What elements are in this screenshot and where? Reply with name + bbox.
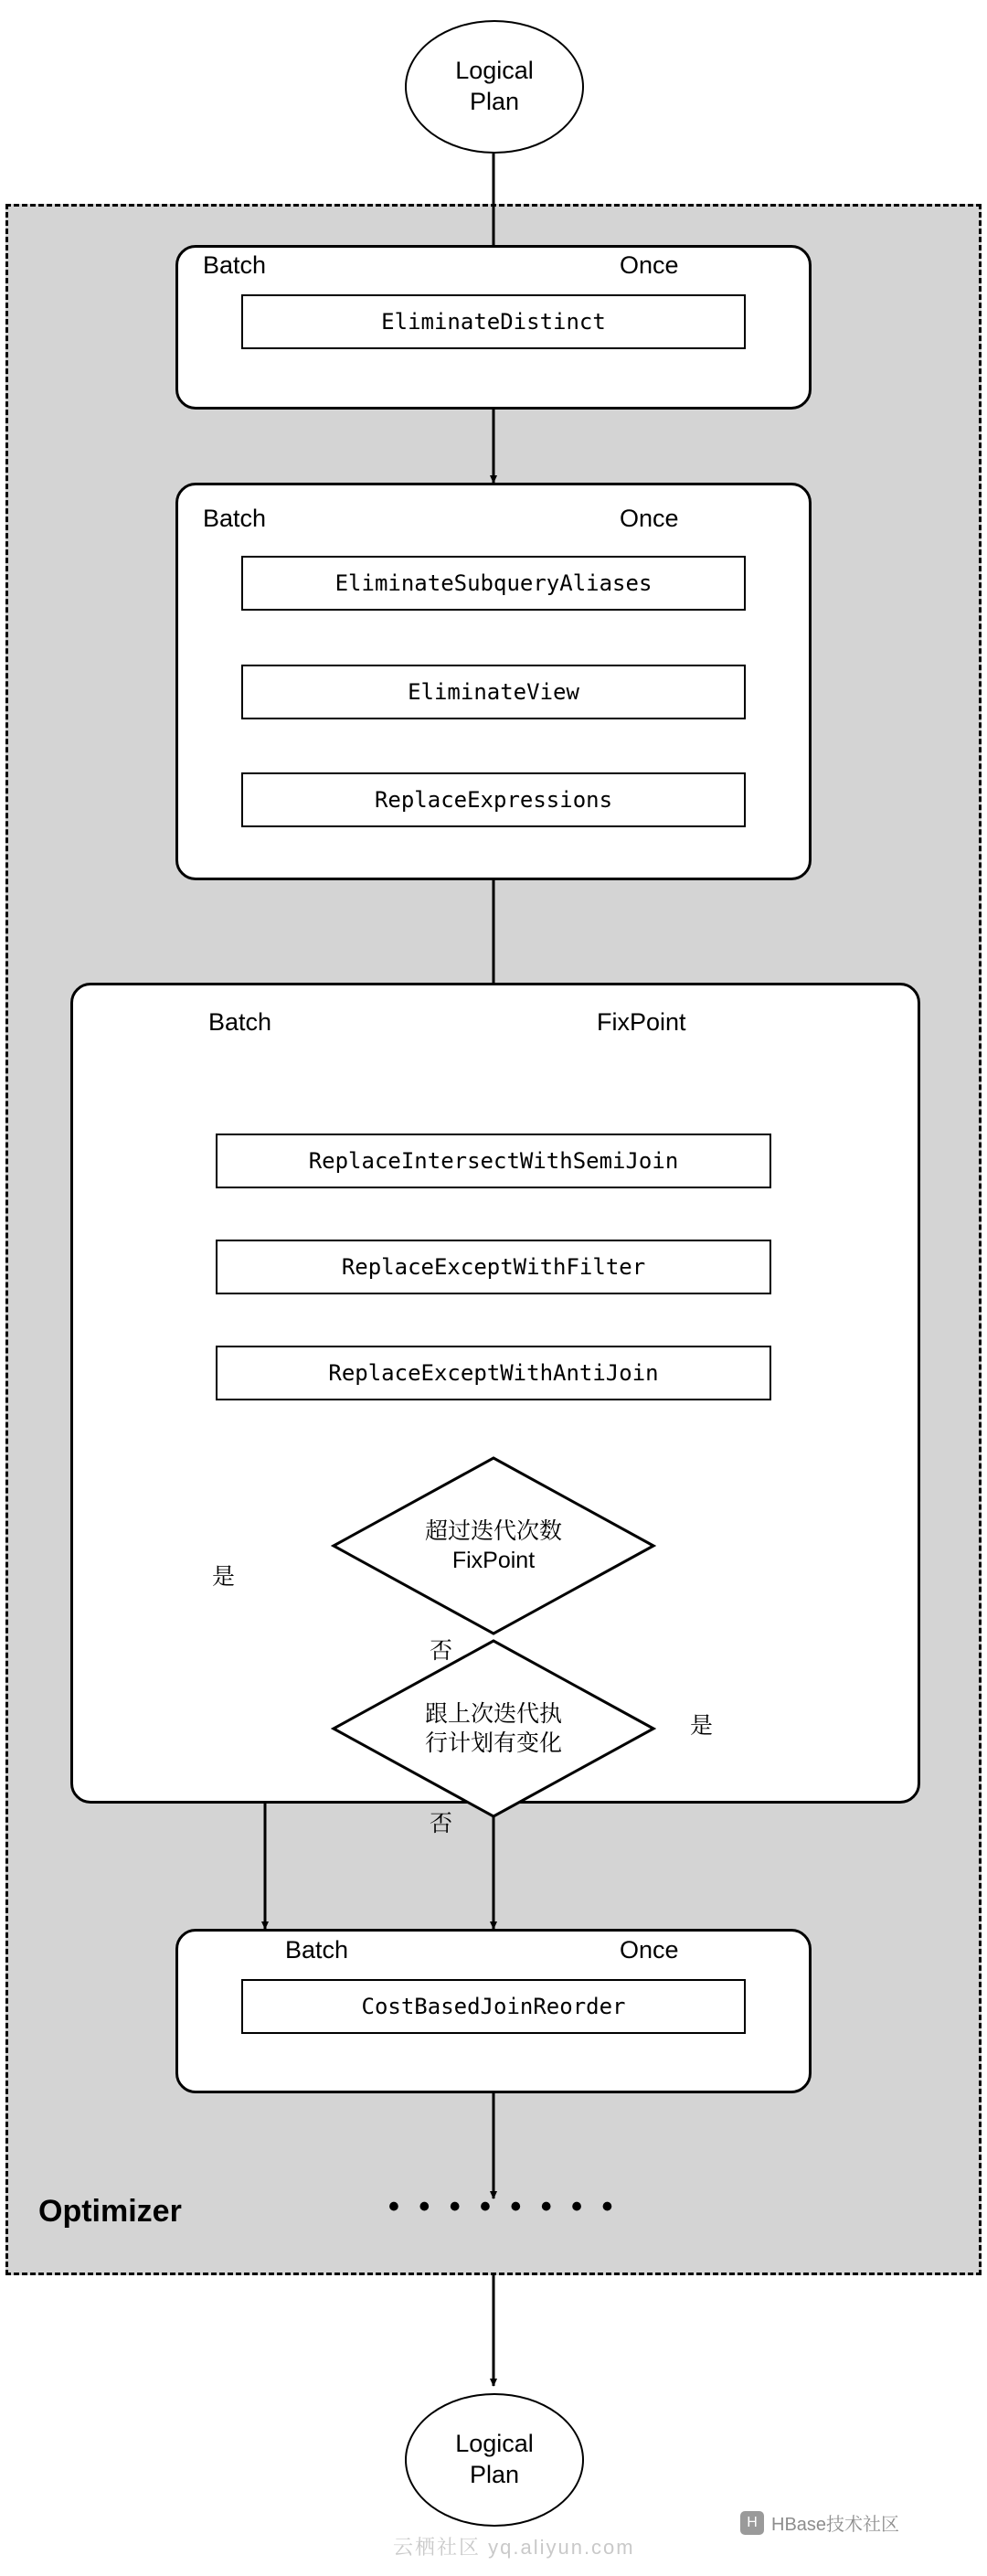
decision-iterations-line1: 超过迭代次数 [424,1517,562,1544]
batch-4-right-label: Once [620,1936,679,1964]
start-node-line2: Plan [469,88,520,115]
rule-cost-based-join-reorder: CostBasedJoinReorder [241,1979,746,2034]
batch-3-left-label: Batch [208,1008,272,1036]
batch-1-right-label: Once [620,251,679,279]
rule-replace-except-with-anti-join: ReplaceExceptWithAntiJoin [216,1346,771,1400]
decision-plan-changed-yes-label: 是 [690,1713,714,1739]
rule-replace-intersect-with-semi-join: ReplaceIntersectWithSemiJoin [216,1134,771,1188]
start-node [405,20,584,154]
rule-eliminate-subquery-aliases: EliminateSubqueryAliases [241,556,746,611]
rule-replace-expressions: ReplaceExpressions [241,772,746,827]
brand-logo-icon: H [740,2511,764,2535]
rule-eliminate-distinct: EliminateDistinct [241,294,746,349]
batch-4-left-label: Batch [285,1936,349,1964]
batch-3-right-label: FixPoint [597,1008,686,1036]
batch-2-right-label: Once [620,505,679,532]
decision-plan-changed-line1: 跟上次迭代执 [424,1700,562,1727]
decision-iterations-yes-label: 是 [212,1564,236,1590]
optimizer-title: Optimizer [38,2194,182,2229]
decision-iterations [331,1455,656,1636]
watermark-faint: 云栖社区 yq.aliyun.com [393,2536,635,2559]
decision-iterations-line2: FixPoint [451,1548,536,1573]
end-node [405,2393,584,2527]
decision-plan-changed [331,1638,656,1819]
decision-plan-changed-line2: 行计划有变化 [424,1730,562,1756]
rule-eliminate-view: EliminateView [241,665,746,719]
batch-1-left-label: Batch [203,251,267,279]
batch-2-left-label: Batch [203,505,267,532]
decision-iterations-no-label: 否 [430,1638,453,1664]
end-node-line2: Plan [469,2461,520,2488]
continuation-dots: • • • • • • • • [388,2189,619,2224]
end-node-line1: Logical [455,2430,534,2458]
decision-plan-changed-no-label: 否 [430,1811,453,1836]
watermark-brand [740,2509,899,2536]
rule-replace-except-with-filter: ReplaceExceptWithFilter [216,1240,771,1294]
start-node-line1: Logical [455,57,534,85]
watermark-brand-label: HBase技术社区 [771,2515,900,2535]
